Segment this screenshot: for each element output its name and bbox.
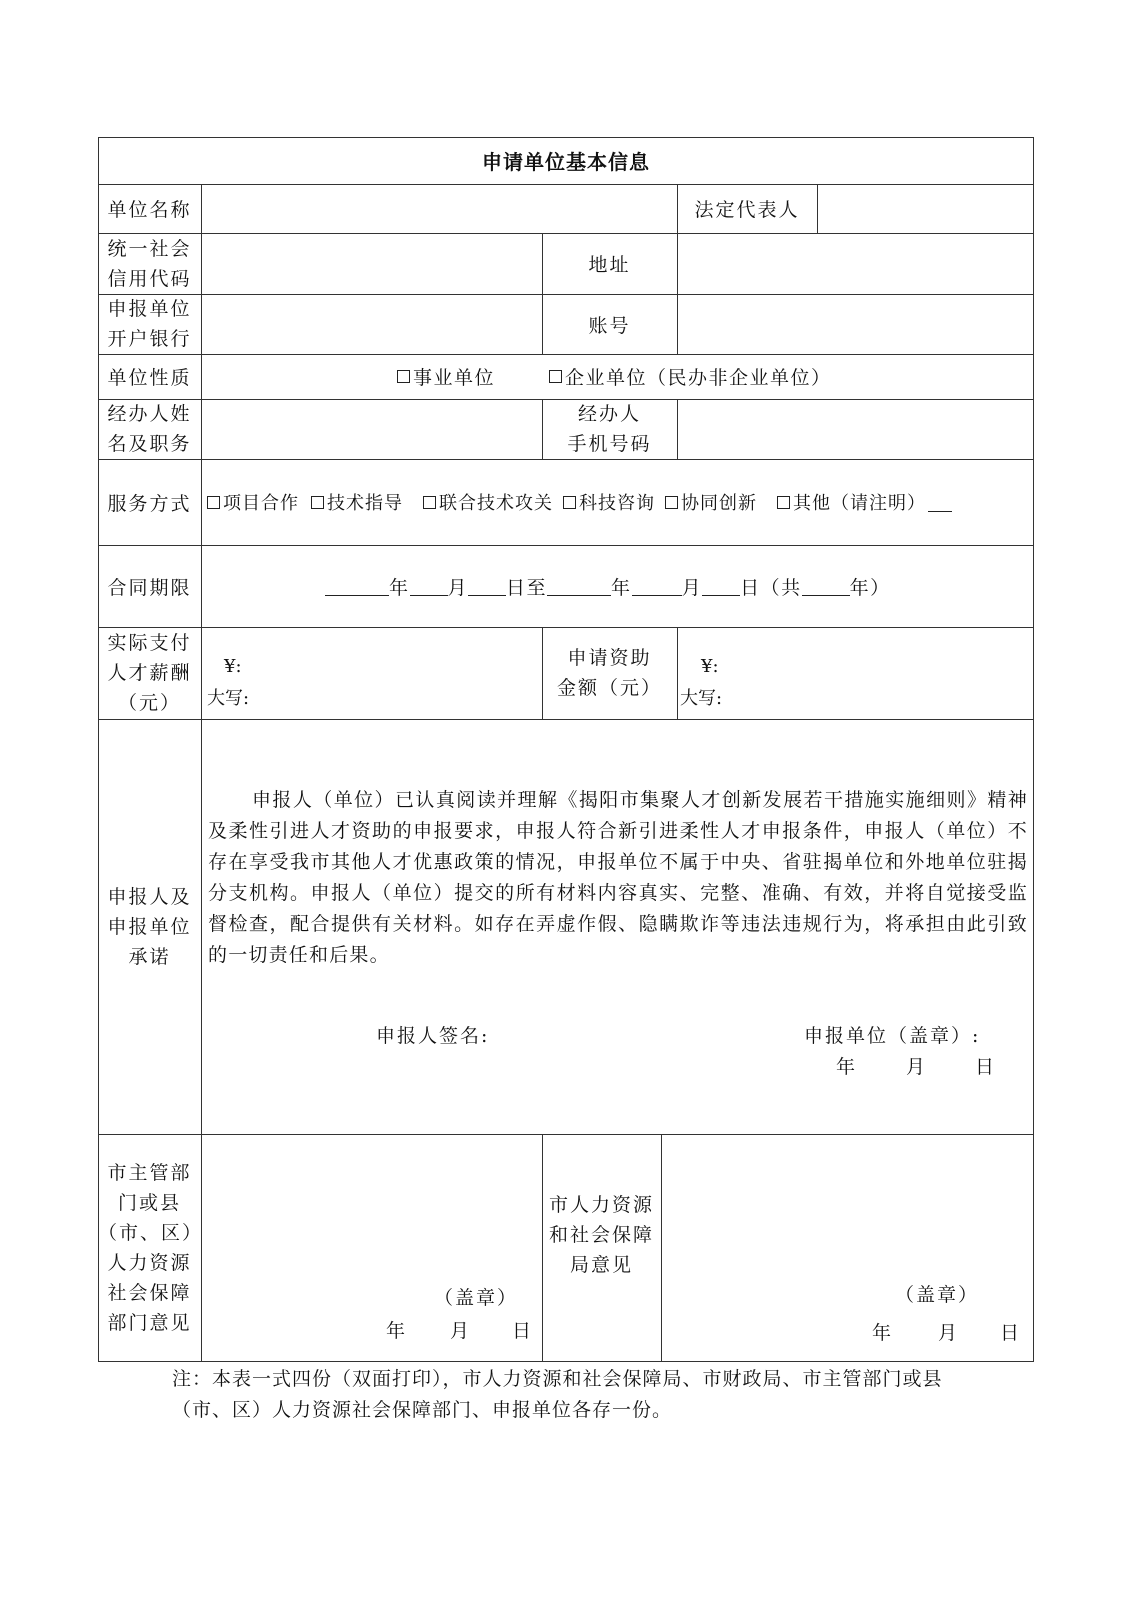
option-label: 其他（请注明） [793, 493, 926, 514]
end-year-blank[interactable] [547, 577, 611, 596]
checkbox-icon[interactable] [549, 370, 562, 383]
rule [677, 627, 678, 719]
option-label: 科技咨询 [579, 493, 655, 514]
daxie-label: 大写: [207, 688, 250, 709]
label-funding [542, 627, 677, 719]
service-option[interactable] [665, 489, 757, 515]
label-line: 经办人 [577, 403, 641, 425]
option-label: 协同创新 [681, 493, 757, 514]
service-mode-options [201, 459, 1034, 545]
daxie-line [207, 683, 537, 715]
pledge-month-label: 月 [906, 1056, 928, 1078]
rule [98, 719, 1034, 720]
unit-text: 月 [447, 576, 469, 599]
unit-text: 年） [849, 576, 891, 599]
funding-field[interactable] [680, 651, 1020, 715]
option-label: 联合技术攻关 [439, 493, 553, 514]
contract-period-field [201, 545, 1034, 627]
service-option[interactable] [207, 489, 299, 515]
checkbox-icon[interactable] [777, 496, 790, 509]
service-option[interactable] [423, 489, 553, 515]
service-option[interactable] [777, 489, 926, 515]
end-month-blank[interactable] [632, 577, 682, 596]
label-line: 金额（元） [556, 677, 662, 699]
checkbox-icon[interactable] [563, 496, 576, 509]
bank-field[interactable] [201, 294, 542, 354]
label-credit-code [98, 233, 201, 294]
credit-code-field[interactable] [201, 233, 542, 294]
label-dept-opinion [98, 1134, 204, 1362]
start-day-blank[interactable] [468, 577, 506, 596]
label-line: 手机号码 [567, 433, 652, 455]
label-handler-phone [542, 399, 677, 459]
dept-seal-label: （盖章） [434, 1287, 519, 1309]
dept-year-label: 年 [386, 1320, 408, 1342]
label-bank [98, 294, 201, 354]
label-hr-opinion [542, 1190, 661, 1290]
label-line: 名及职务 [107, 433, 192, 455]
label-line: 申报单位 [107, 298, 192, 320]
label-line: 申报人及 [107, 885, 192, 908]
label-unit-name: 单位名称 [107, 199, 192, 221]
label-line: 市主管部 [107, 1162, 192, 1184]
label-account: 账号 [588, 314, 631, 337]
label-legal-rep: 法定代表人 [694, 199, 800, 221]
handler-phone-field[interactable] [677, 399, 1034, 459]
checkbox-icon[interactable] [397, 370, 410, 383]
label-salary [98, 627, 201, 719]
label-line: 统一社会 [107, 237, 192, 260]
unit-text: （共 [760, 576, 802, 599]
label-handler-name [98, 399, 201, 459]
yen-label: ¥: [701, 656, 719, 677]
hr-opinion-field[interactable] [661, 1134, 1034, 1362]
label-address: 地址 [588, 254, 631, 276]
option-label: 项目合作 [223, 493, 299, 514]
unit-nature-option[interactable] [549, 363, 832, 390]
label-line: （市、区） [98, 1222, 204, 1244]
label-line: 市人力资源 [548, 1194, 654, 1216]
total-years-blank[interactable] [802, 577, 850, 596]
unit-name-field[interactable] [201, 184, 677, 233]
option-label: 技术指导 [327, 493, 403, 514]
pledge-text: 申报人（单位）已认真阅读并理解《揭阳市集聚人才创新发展若干措施实施细则》精神及柔性引进人才资助的申报要求，申报人符合新引进柔性人才申报条件，申报人（单位）不存在享受我市其他人才优惠政策的情况，申报单位不属于中央、省驻揭单位和外地单位驻揭分支机构。申报人（单位）提交的所有材料内容真实、完整、准确、有效，并将自觉接受监督检查，配合提供有关材料。如存在弄虚作假、隐瞒欺诈等违法违规行为，将承担由此引致的一切责任和后果。 [208, 789, 1028, 966]
service-option[interactable] [563, 489, 655, 515]
pledge-year-label: 年 [836, 1056, 858, 1078]
pledge-day-label: 日 [975, 1056, 997, 1078]
other-blank[interactable] [928, 493, 952, 512]
dept-opinion-field[interactable] [201, 1134, 542, 1362]
dept-month-label: 月 [450, 1320, 472, 1342]
label-line: 申报单位 [107, 915, 192, 938]
label-line: 人才薪酬 [107, 662, 192, 684]
form-title: 申请单位基本信息 [482, 150, 650, 174]
label-line: 门或县 [117, 1192, 181, 1214]
label-contract-period: 合同期限 [107, 576, 192, 599]
label-line: 社会保障 [107, 1282, 192, 1304]
checkbox-icon[interactable] [207, 496, 220, 509]
hr-month-label: 月 [938, 1322, 960, 1344]
label-line: 承诺 [128, 945, 171, 968]
address-field[interactable] [677, 233, 1034, 294]
hr-seal-label: （盖章） [895, 1284, 980, 1306]
daxie-line [680, 683, 1020, 715]
label-line: 开户银行 [107, 328, 192, 350]
start-year-blank[interactable] [325, 577, 389, 596]
handler-name-field[interactable] [201, 399, 542, 459]
unit-text: 年 [389, 576, 410, 599]
applicant-signature-label[interactable]: 申报人签名: [376, 1025, 490, 1047]
checkbox-icon[interactable] [665, 496, 678, 509]
unit-nature-option[interactable] [397, 363, 495, 390]
account-field[interactable] [677, 294, 1034, 354]
checkbox-icon[interactable] [423, 496, 436, 509]
yen-line [207, 651, 537, 683]
label-line: 信用代码 [107, 267, 192, 290]
dept-day-label: 日 [512, 1320, 534, 1342]
start-month-blank[interactable] [410, 577, 448, 596]
label-line: 局意见 [569, 1254, 633, 1276]
legal-rep-field[interactable] [817, 184, 1034, 233]
unit-text: 日至 [506, 576, 548, 599]
label-line: 经办人姓 [107, 403, 192, 425]
option-label: 事业单位 [413, 367, 496, 389]
label-line: 实际支付 [107, 632, 192, 654]
unit-text: 日 [740, 576, 761, 599]
hr-day-label: 日 [1000, 1322, 1022, 1344]
label-line: 和社会保障 [548, 1224, 654, 1246]
label-pledge [98, 719, 201, 1134]
hr-year-label: 年 [872, 1322, 894, 1344]
label-service-mode: 服务方式 [107, 492, 192, 515]
label-line: 部门意见 [107, 1312, 192, 1334]
service-option[interactable] [311, 489, 403, 515]
footnote: 注：本表一式四份（双面打印），市人力资源和社会保障局、市财政局、市主管部门或县（市、区）人力资源社会保障部门、申报单位各存一份。 [172, 1368, 943, 1421]
yen-line [680, 651, 1020, 683]
unit-nature-options [201, 354, 1034, 399]
yen-label: ¥: [224, 656, 242, 677]
unit-text: 年 [611, 576, 632, 599]
label-line: （元） [117, 692, 181, 714]
label-unit-nature: 单位性质 [107, 367, 192, 389]
salary-field[interactable] [207, 651, 537, 715]
unit-seal-label[interactable]: 申报单位（盖章）: [804, 1025, 981, 1047]
unit-text: 月 [681, 576, 703, 599]
daxie-label: 大写: [680, 688, 723, 709]
checkbox-icon[interactable] [311, 496, 324, 509]
label-line: 申请资助 [567, 647, 652, 669]
label-line: 人力资源 [107, 1252, 192, 1274]
end-day-blank[interactable] [702, 577, 740, 596]
option-label: 企业单位（民办非企业单位） [565, 367, 832, 389]
